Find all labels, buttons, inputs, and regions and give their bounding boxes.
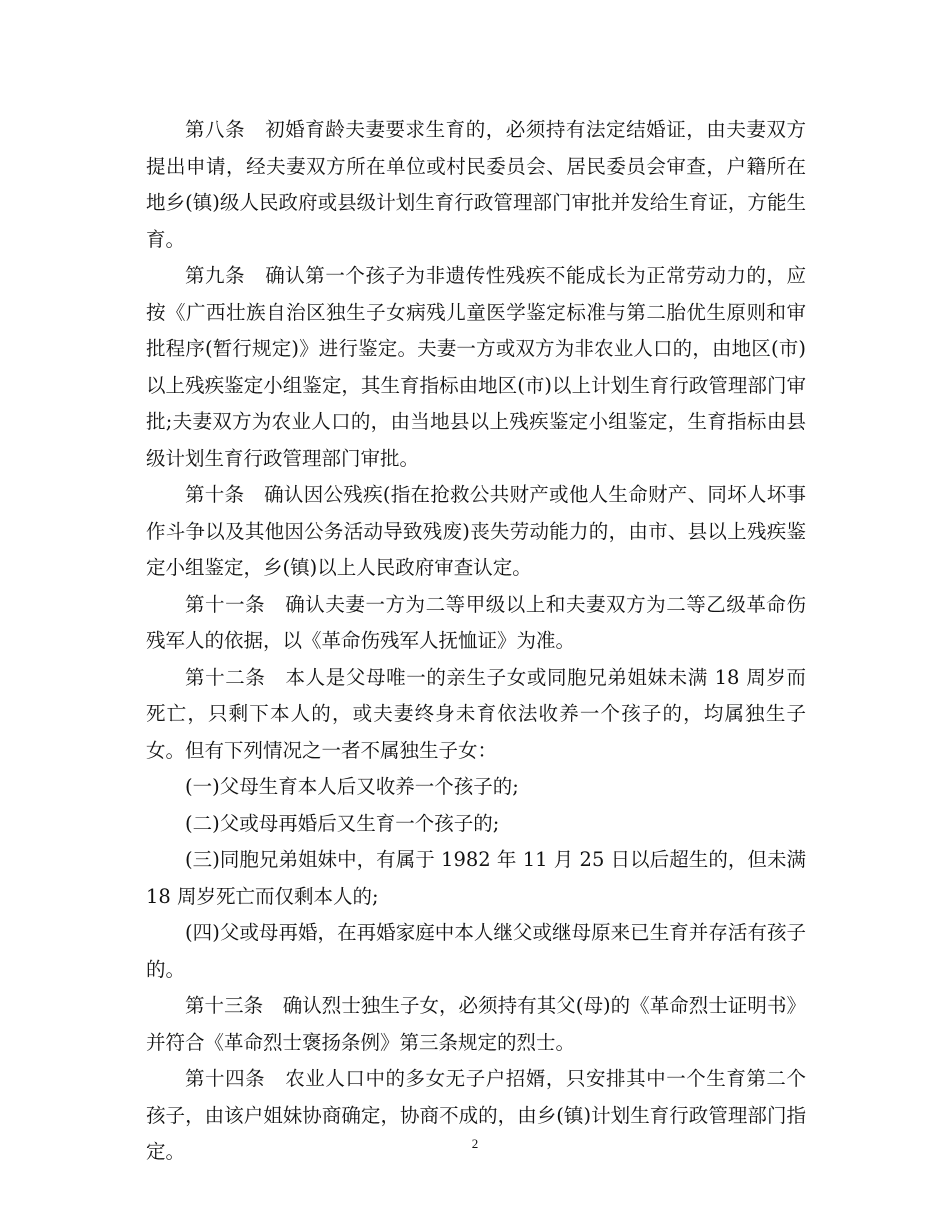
document-body [146, 112, 806, 1171]
article-8-paragraph: 第八条 初婚育龄夫妻要求生育的，必须持有法定结婚证，由夫妻双方提出申请，经夫妻双方所在单位或村民委员会、居民委员会审查，户籍所在地乡(镇)级人民政府或县级计划生育行政管理部门审批并发给生育证，方能生育。 [146, 118, 806, 251]
page-number: 2 [471, 1136, 479, 1151]
article-12-item-2: (二)父或母再婚后又生育一个孩子的; [185, 811, 500, 835]
article-14-paragraph: 第十四条 农业人口中的多女无子户招婿，只安排其中一个生育第二个孩子，由该户姐妹协商确定，协商不成的，由乡(镇)计划生育行政管理部门指定。 [146, 1067, 806, 1163]
article-9-paragraph: 第九条 确认第一个孩子为非遗传性残疾不能成长为正常劳动力的，应按《广西壮族自治区独生子女病残儿童医学鉴定标准与第二胎优生原则和审批程序(暂行规定)》进行鉴定。夫妻一方或双方为非农业人口的，由地区(市)以上残疾鉴定小组鉴定，其生育指标由地区(市)以上计划生育行政管理部门审批;夫妻双方为农业人口的，由当地县以上残疾鉴定小组鉴定，生育指标由县级计划生育行政管理部门审批。 [146, 264, 806, 470]
article-12-item-1: (一)父母生育本人后又收养一个孩子的; [185, 775, 519, 798]
article-13-paragraph: 第十三条 确认烈士独生子女，必须持有其父(母)的《革命烈士证明书》并符合《革命烈士褒扬条例》第三条规定的烈士。 [146, 994, 806, 1054]
article-10-paragraph: 第十条 确认因公残疾(指在抢救公共财产或他人生命财产、同坏人坏事作斗争以及其他因公务活动导致残废)丧失劳动能力的，由市、县以上残疾鉴定小组鉴定，乡(镇)以上人民政府审查认定。 [146, 483, 806, 579]
article-12-item-3: (三)同胞兄弟姐妹中，有属于 1982 年 11 月 25 日以后超生的，但未满 18 周岁死亡而仅剩本人的; [146, 848, 806, 908]
article-12-item-4: (四)父或母再婚，在再婚家庭中本人继父或继母原来已生育并存活有孩子的。 [146, 921, 806, 981]
article-11-paragraph: 第十一条 确认夫妻一方为二等甲级以上和夫妻双方为二等乙级革命伤残军人的依据，以《革命伤残军人抚恤证》为准。 [146, 592, 806, 652]
article-12-paragraph: 第十二条 本人是父母唯一的亲生子女或同胞兄弟姐妹未满 18 周岁而死亡，只剩下本人的，或夫妻终身未育依法收养一个孩子的，均属独生子女。但有下列情况之一者不属独生子女： [146, 665, 806, 762]
